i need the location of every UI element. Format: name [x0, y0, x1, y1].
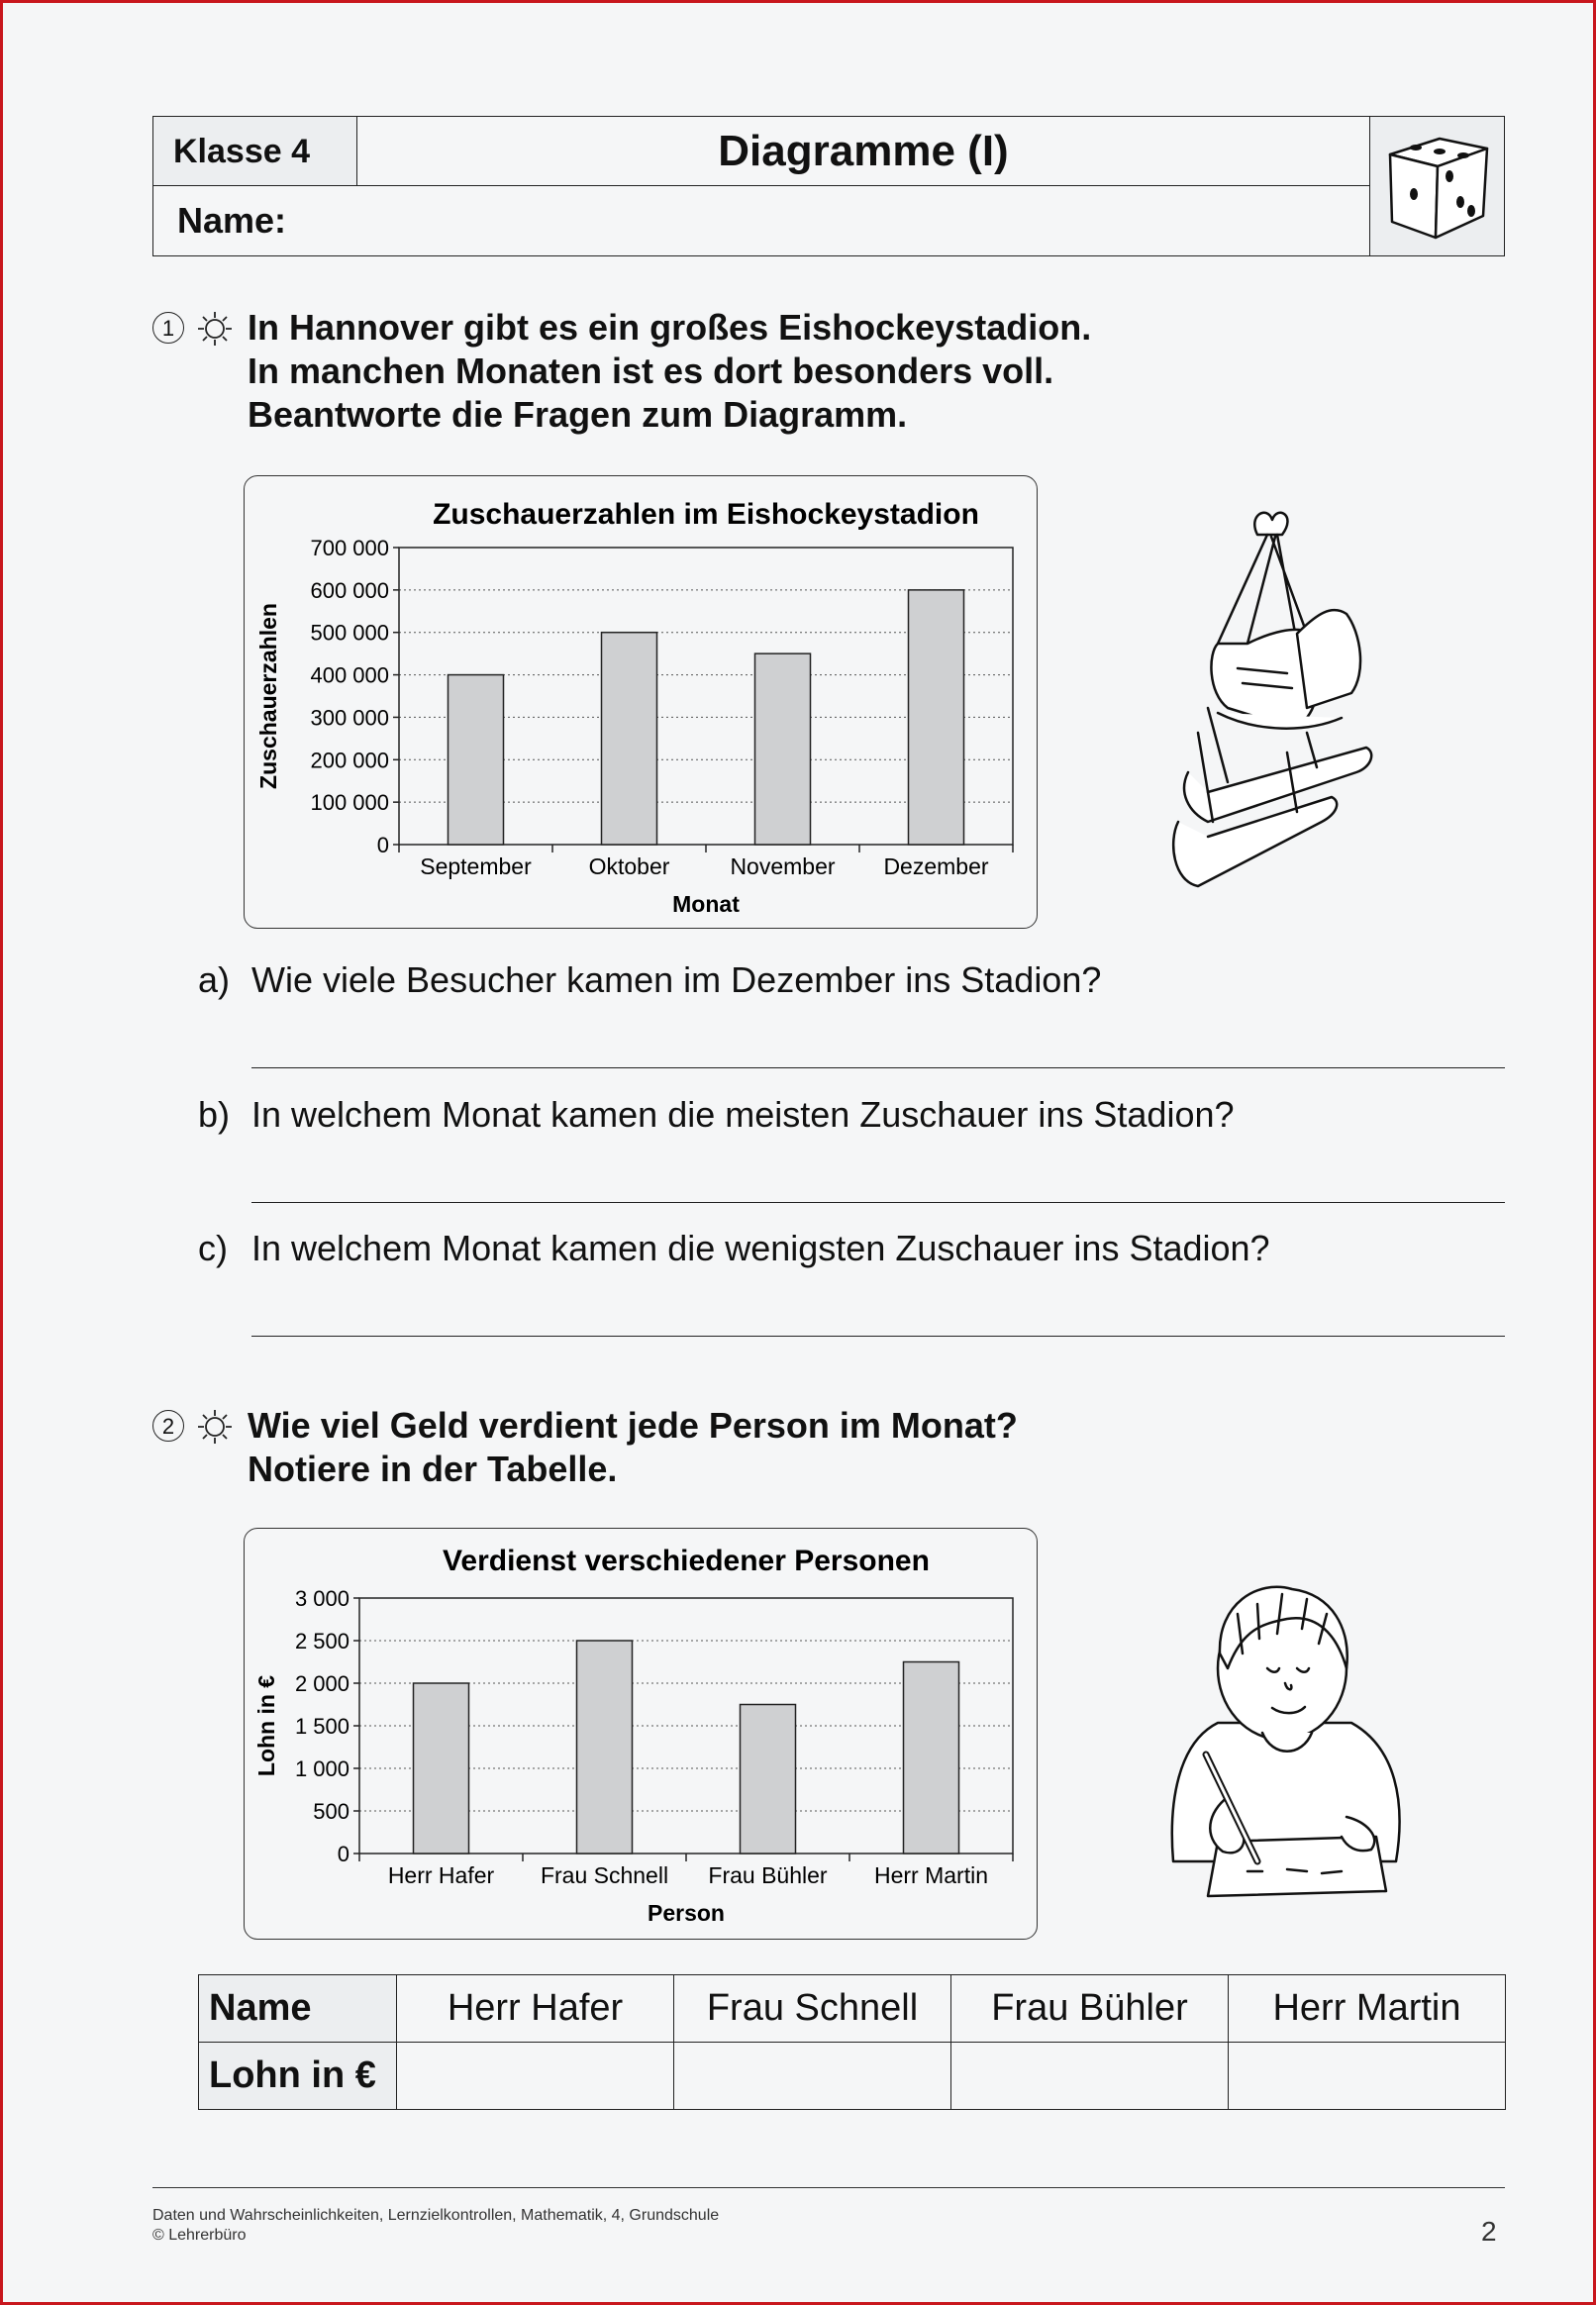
footer-line-1: Daten und Wahrscheinlichkeiten, Lernzielkontrollen, Mathematik, 4, Grundschule — [152, 2207, 720, 2224]
bar — [449, 675, 504, 845]
y-tick-label: 200 000 — [310, 748, 389, 773]
page-number: 2 — [1481, 2216, 1497, 2247]
footer-line-2: © Lehrerbüro — [152, 2227, 247, 2244]
earnings-chart — [245, 1529, 1039, 1941]
x-tick-label: September — [420, 853, 532, 879]
chart-title: Zuschauerzahlen im Eishockeystadion — [433, 498, 979, 531]
y-tick-label: 2 000 — [294, 1671, 349, 1696]
task-1-line-3: Beantworte die Fragen zum Diagramm. — [248, 394, 908, 435]
sun-icon — [196, 1408, 234, 1446]
y-tick-label: 700 000 — [310, 536, 389, 560]
earnings-table — [198, 1974, 1506, 2110]
table-row — [199, 2043, 1506, 2110]
question-label: b) — [198, 1094, 231, 1135]
name-label: Name: — [177, 200, 287, 241]
y-tick-label: 100 000 — [310, 790, 389, 816]
question-label: c) — [198, 1228, 228, 1268]
y-tick-label: 400 000 — [310, 662, 389, 688]
y-axis-label: Lohn in € — [253, 1674, 279, 1777]
chart-2-frame — [244, 1528, 1038, 1940]
page-title: Diagramme (I) — [357, 117, 1369, 186]
wage-answer-cell[interactable] — [951, 2043, 1229, 2110]
x-tick-label: Oktober — [588, 853, 670, 879]
bar — [755, 653, 811, 845]
question-text: In welchem Monat kamen die wenigsten Zuschauer ins Stadion? — [251, 1228, 1270, 1268]
question-text: In welchem Monat kamen die meisten Zuschauer ins Stadion? — [251, 1094, 1235, 1135]
y-tick-label: 0 — [337, 1842, 349, 1866]
answer-line-a[interactable] — [251, 1067, 1505, 1068]
table-cell-name: Frau Schnell — [674, 1975, 951, 2043]
wage-answer-cell[interactable] — [1229, 2043, 1506, 2110]
child-writing-illustration — [1148, 1574, 1426, 1921]
answer-line-b[interactable] — [251, 1202, 1505, 1203]
x-tick-label: Herr Martin — [873, 1862, 989, 1888]
wage-answer-cell[interactable] — [397, 2043, 674, 2110]
task-number-badge: 2 — [152, 1410, 184, 1442]
question-c — [198, 1227, 1270, 1270]
x-tick-label: Dezember — [883, 853, 989, 879]
question-b — [198, 1093, 1235, 1137]
answer-line-c[interactable] — [251, 1336, 1505, 1337]
y-tick-label: 500 — [313, 1799, 349, 1824]
y-tick-label: 0 — [376, 833, 389, 857]
y-tick-label: 2 500 — [294, 1629, 349, 1654]
task-1-line-2: In manchen Monaten ist es dort besonders voll. — [248, 351, 1054, 391]
table-cell-name: Herr Hafer — [397, 1975, 674, 2043]
question-a — [198, 958, 1101, 1002]
task-1-line-1: In Hannover gibt es ein großes Eishockeystadion. — [248, 307, 1092, 348]
task-2-line-2: Notiere in der Tabelle. — [248, 1449, 618, 1489]
y-tick-label: 300 000 — [310, 705, 389, 731]
sun-icon — [196, 310, 234, 348]
y-tick-label: 1 000 — [294, 1756, 349, 1781]
x-tick-label: Herr Hafer — [387, 1862, 495, 1888]
chart-1-frame — [244, 475, 1038, 929]
bar — [904, 1662, 959, 1854]
bar — [414, 1683, 469, 1854]
footer-text — [152, 2206, 719, 2246]
y-axis-label: Zuschauerzahlen — [255, 603, 281, 789]
y-tick-label: 1 500 — [294, 1714, 349, 1739]
x-axis-label: Person — [648, 1900, 725, 1926]
question-label: a) — [198, 959, 231, 1000]
worksheet-header — [152, 116, 1505, 256]
class-label: Klasse 4 — [153, 117, 357, 186]
ice-skates-illustration — [1148, 495, 1386, 891]
x-tick-label: Frau Bühler — [708, 1862, 828, 1888]
chart-title: Verdienst verschiedener Personen — [443, 1545, 930, 1577]
table-cell-name: Herr Martin — [1229, 1975, 1506, 2043]
footer-divider — [152, 2187, 1505, 2188]
table-cell-name: Frau Bühler — [951, 1975, 1229, 2043]
y-tick-label: 600 000 — [310, 577, 389, 603]
table-row — [199, 1975, 1506, 2043]
bar — [741, 1705, 796, 1854]
x-tick-label: November — [730, 853, 836, 879]
table-header-name: Name — [199, 1975, 397, 2043]
y-tick-label: 500 000 — [310, 620, 389, 646]
task-2-line-1: Wie viel Geld verdient jede Person im Monat? — [248, 1405, 1018, 1446]
spectator-chart — [245, 476, 1039, 930]
x-axis-label: Monat — [672, 891, 740, 917]
task-number-badge: 1 — [152, 312, 184, 344]
y-tick-label: 3 000 — [294, 1586, 349, 1611]
bar — [577, 1641, 633, 1854]
x-tick-label: Frau Schnell — [540, 1862, 669, 1888]
dice-icon — [1369, 117, 1504, 255]
wage-answer-cell[interactable] — [674, 2043, 951, 2110]
question-text: Wie viele Besucher kamen im Dezember ins Stadion? — [251, 959, 1102, 1000]
bar — [909, 590, 964, 845]
table-header-wage: Lohn in € — [199, 2043, 397, 2110]
bar — [602, 633, 657, 845]
